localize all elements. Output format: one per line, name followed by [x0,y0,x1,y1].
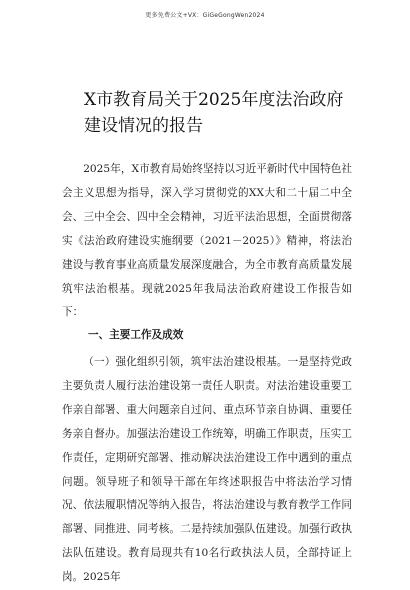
section-paragraph: （一）强化组织引领，筑牢法治建设根基。一是坚持党政主要负责人履行法治建设第一责任人职责。对法治建设重要工作亲自部署、重大问题亲自过问、重点环节亲自协调、重要任务亲自督办。加强法治建设工作统筹，明确工作职责，压实工作责任，定期研究部署、推动解决法治建设工作中遇到的重点问题。领导班子和领导干部在年终述职报告中将法治学习情况、依法履职情况等纳入报告，将法治建设与教育教学工作同部署、同推进、同考核。二是持续加强队伍建设。加强行政执法队伍建设。教育局现共有10名行政执法人员，全部持证上岗。2025年 [62,356,352,584]
intro-paragraph: 2025年，X市教育局始终坚持以习近平新时代中国特色社会主义思想为指导，深入学习贯彻党的XX大和二十届二中全会、三中全会、四中全会精神，习近平法治思想，全面贯彻落实《法治政府建设实施纲要（2021－2025）》精神，将法治建设与教育事业高质量发展深度融合，为全市教育高质量发展筑牢法治根基。现就2025年我局法治政府建设工作报告如下： [62,163,352,319]
top-note: 更多免费公文+VX：GiGeGongWen2024 [145,12,265,19]
document-title: X市教育局关于2025年度法治政府建设情况的报告 [84,90,344,136]
section-heading: 一、主要工作及成效 [88,329,184,341]
